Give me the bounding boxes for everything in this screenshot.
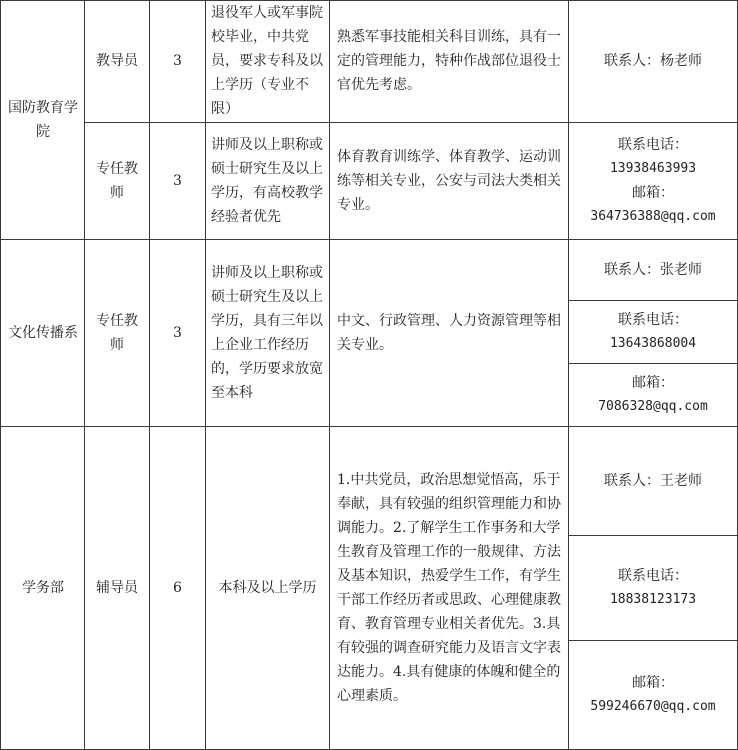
- major-cell: [337, 239, 563, 426]
- major-text: 中文、行政管理、人力资源管理等相关专业。: [337, 312, 561, 353]
- count-cell: [150, 426, 205, 749]
- major-text: 熟悉军事技能相关科目训练，具有一定的管理能力，特种作战部位退役士官优先考虑。: [337, 29, 561, 93]
- major-cell: [337, 0, 563, 122]
- count-cell: [150, 239, 205, 426]
- count-cell: [150, 122, 205, 239]
- requirement-cell: [206, 426, 329, 749]
- contact-phone-label: 联系电话：: [618, 136, 688, 153]
- position-count: 3: [173, 324, 182, 341]
- contact-cell: [569, 0, 737, 122]
- position-cell: [90, 122, 144, 239]
- contact-phone: 13643868004: [609, 335, 697, 351]
- contact-email-label: 邮箱：: [632, 184, 674, 201]
- contact-person: 联系人：杨老师: [604, 53, 702, 69]
- contact-email: 7086328@qq.com: [598, 398, 708, 414]
- contact-cell: [569, 426, 737, 535]
- contact-person: 联系人：王老师: [604, 472, 702, 489]
- requirement-cell: [211, 239, 325, 426]
- major-text: 1.中共党员，政治思想觉悟高，乐于奉献，具有较强的组织管理能力和协调能力。2.了解学生工作事务和大学生教育及管理工作的一般规律、方法及基本知识，热爱学生工作，有学生干部工作经历者或思政、心理健康教育、教育管理专业相关者优先。3.具有较强的调查研究能力及语言文字表达能力。4.具有健康的体魄和健全的心理素质。: [337, 471, 561, 704]
- dept-name: 文化传播系: [8, 324, 78, 341]
- requirement-text: 退役军人或军事院校毕业，中共党员，要求专科及以上学历（专业不限）: [211, 5, 323, 117]
- contact-cell: [569, 122, 737, 239]
- grid-line: [329, 0, 330, 750]
- position-count: 6: [173, 579, 182, 596]
- grid-line: [0, 0, 1, 750]
- count-cell: [150, 0, 205, 122]
- requirement-text: 本科及以上学历: [218, 579, 317, 596]
- dept-cell: [8, 0, 78, 239]
- requirement-cell: [211, 122, 325, 239]
- contact-phone-label: 联系电话：: [618, 567, 688, 584]
- requirement-text: 讲师及以上职称或硕士研究生及以上学历，有高校教学经验者优先: [211, 136, 323, 225]
- contact-email-label: 邮箱：: [632, 674, 674, 691]
- contact-phone-label: 联系电话：: [618, 311, 688, 328]
- contact-phone: 13938463993: [609, 160, 697, 176]
- contact-email: 364736388@qq.com: [590, 208, 716, 224]
- major-text: 体育教育训练学、体育教学、运动训练等相关专业，公安与司法大类相关专业。: [337, 148, 561, 213]
- requirement-cell: [211, 0, 325, 122]
- position-count: 3: [173, 172, 182, 189]
- position-name: 辅导员: [96, 579, 138, 596]
- contact-cell: [569, 239, 737, 300]
- contact-email-label: 邮箱：: [632, 374, 674, 391]
- position-cell: [90, 239, 144, 426]
- contact-cell: [569, 300, 737, 363]
- position-name: 专任教师: [96, 312, 138, 353]
- dept-name: 学务部: [22, 579, 64, 596]
- position-cell: [90, 426, 144, 749]
- contact-cell: [569, 640, 737, 749]
- grid-line: [84, 0, 85, 750]
- contact-person: 联系人：张老师: [604, 261, 702, 278]
- dept-cell: [8, 239, 78, 426]
- dept-name: 国防教育学院: [8, 99, 78, 140]
- position-name: 专任教师: [96, 160, 138, 201]
- requirement-text: 讲师及以上职称或硕士研究生及以上学历，具有三年以上企业工作经历的，学历要求放宽至本科: [211, 264, 323, 401]
- position-name: 教导员: [96, 53, 138, 69]
- position-cell: [90, 0, 144, 122]
- contact-email: 599246670@qq.com: [590, 698, 716, 714]
- major-cell: [337, 426, 563, 749]
- dept-cell: [8, 426, 78, 749]
- contact-cell: [569, 363, 737, 426]
- major-cell: [337, 122, 563, 239]
- contact-cell: [569, 535, 737, 640]
- position-count: 3: [173, 53, 182, 69]
- contact-phone: 18838123173: [609, 591, 697, 607]
